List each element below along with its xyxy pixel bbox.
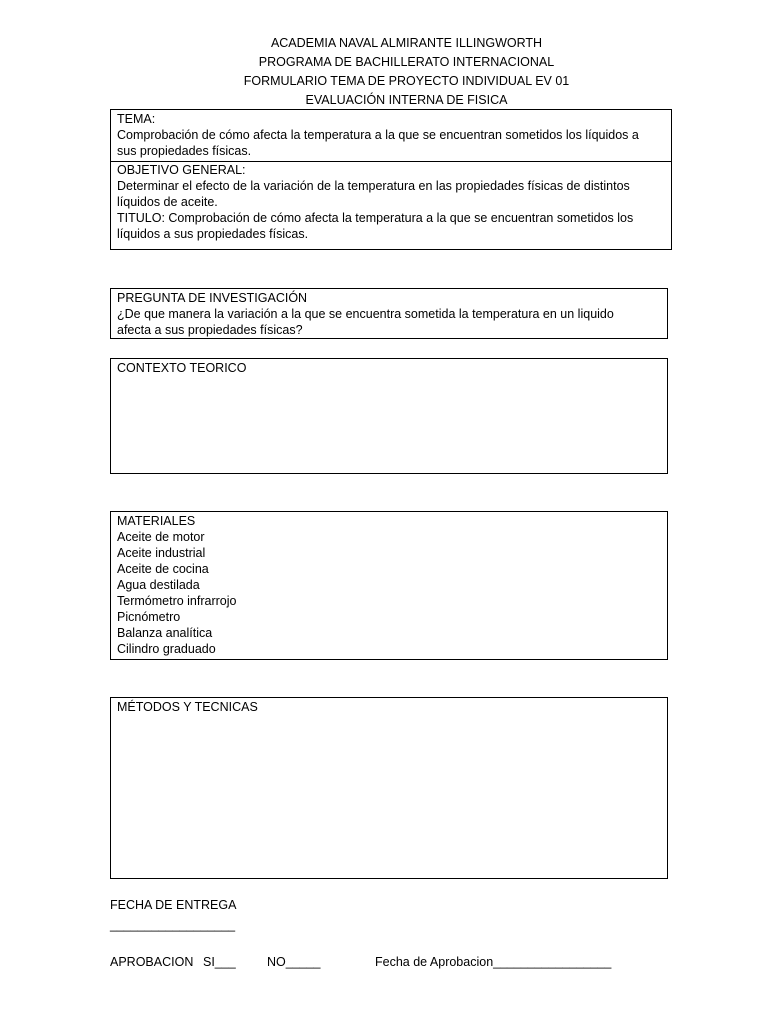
material-item: Termómetro infrarrojo bbox=[117, 594, 237, 608]
pregunta-box bbox=[110, 288, 668, 339]
tema-objetivo-box bbox=[110, 109, 672, 250]
contexto-label: CONTEXTO TEORICO bbox=[117, 361, 247, 375]
materiales-label: MATERIALES bbox=[117, 514, 196, 528]
materiales-box bbox=[110, 511, 668, 660]
objetivo-text-line-1: Determinar el efecto de la variación de la temperatura en las propiedades físicas de distintos bbox=[117, 179, 630, 193]
fecha-entrega-blank: __________________ bbox=[110, 918, 236, 932]
metodos-box bbox=[110, 697, 668, 879]
objetivo-label: OBJETIVO GENERAL: bbox=[117, 163, 246, 177]
titulo-text-line-2: líquidos a sus propiedades físicas. bbox=[117, 227, 309, 241]
fecha-aprobacion: Fecha de Aprobacion_________________ bbox=[375, 955, 612, 969]
pregunta-text-line-2: afecta a sus propiedades físicas? bbox=[117, 323, 303, 337]
material-item: Picnómetro bbox=[117, 610, 181, 624]
tema-text-line-1: Comprobación de cómo afecta la temperatura a la que se encuentran sometidos los líquidos a bbox=[117, 128, 639, 142]
material-item: Aceite de cocina bbox=[117, 562, 209, 576]
objetivo-text-line-2: líquidos de aceite. bbox=[117, 195, 218, 209]
aprobacion-label: APROBACION bbox=[110, 955, 194, 969]
material-item: Cilindro graduado bbox=[117, 642, 216, 656]
fecha-entrega-label: FECHA DE ENTREGA bbox=[110, 898, 237, 912]
form-title: FORMULARIO TEMA DE PROYECTO INDIVIDUAL EV 01 bbox=[243, 74, 570, 88]
evaluation-title: EVALUACIÓN INTERNA DE FISICA bbox=[305, 93, 508, 107]
document-header bbox=[0, 34, 768, 110]
pregunta-label: PREGUNTA DE INVESTIGACIÓN bbox=[117, 291, 308, 305]
aprobacion-si: SI___ bbox=[203, 955, 236, 969]
tema-label: TEMA: bbox=[117, 112, 156, 126]
aprobacion-no: NO_____ bbox=[267, 955, 321, 969]
material-item: Aceite de motor bbox=[117, 530, 205, 544]
contexto-box bbox=[110, 358, 668, 474]
tema-text-line-2: sus propiedades físicas. bbox=[117, 144, 252, 158]
material-item: Agua destilada bbox=[117, 578, 200, 592]
institution-name: ACADEMIA NAVAL ALMIRANTE ILLINGWORTH bbox=[270, 36, 543, 50]
titulo-text-line-1: TITULO: Comprobación de cómo afecta la temperatura a la que se encuentran sometidos los bbox=[117, 211, 634, 225]
program-name: PROGRAMA DE BACHILLERATO INTERNACIONAL bbox=[258, 55, 555, 69]
material-item: Aceite industrial bbox=[117, 546, 206, 560]
material-item: Balanza analítica bbox=[117, 626, 213, 640]
metodos-label: MÉTODOS Y TECNICAS bbox=[117, 700, 258, 714]
pregunta-text-line-1: ¿De que manera la variación a la que se encuentra sometida la temperatura en un liquido bbox=[117, 307, 614, 321]
